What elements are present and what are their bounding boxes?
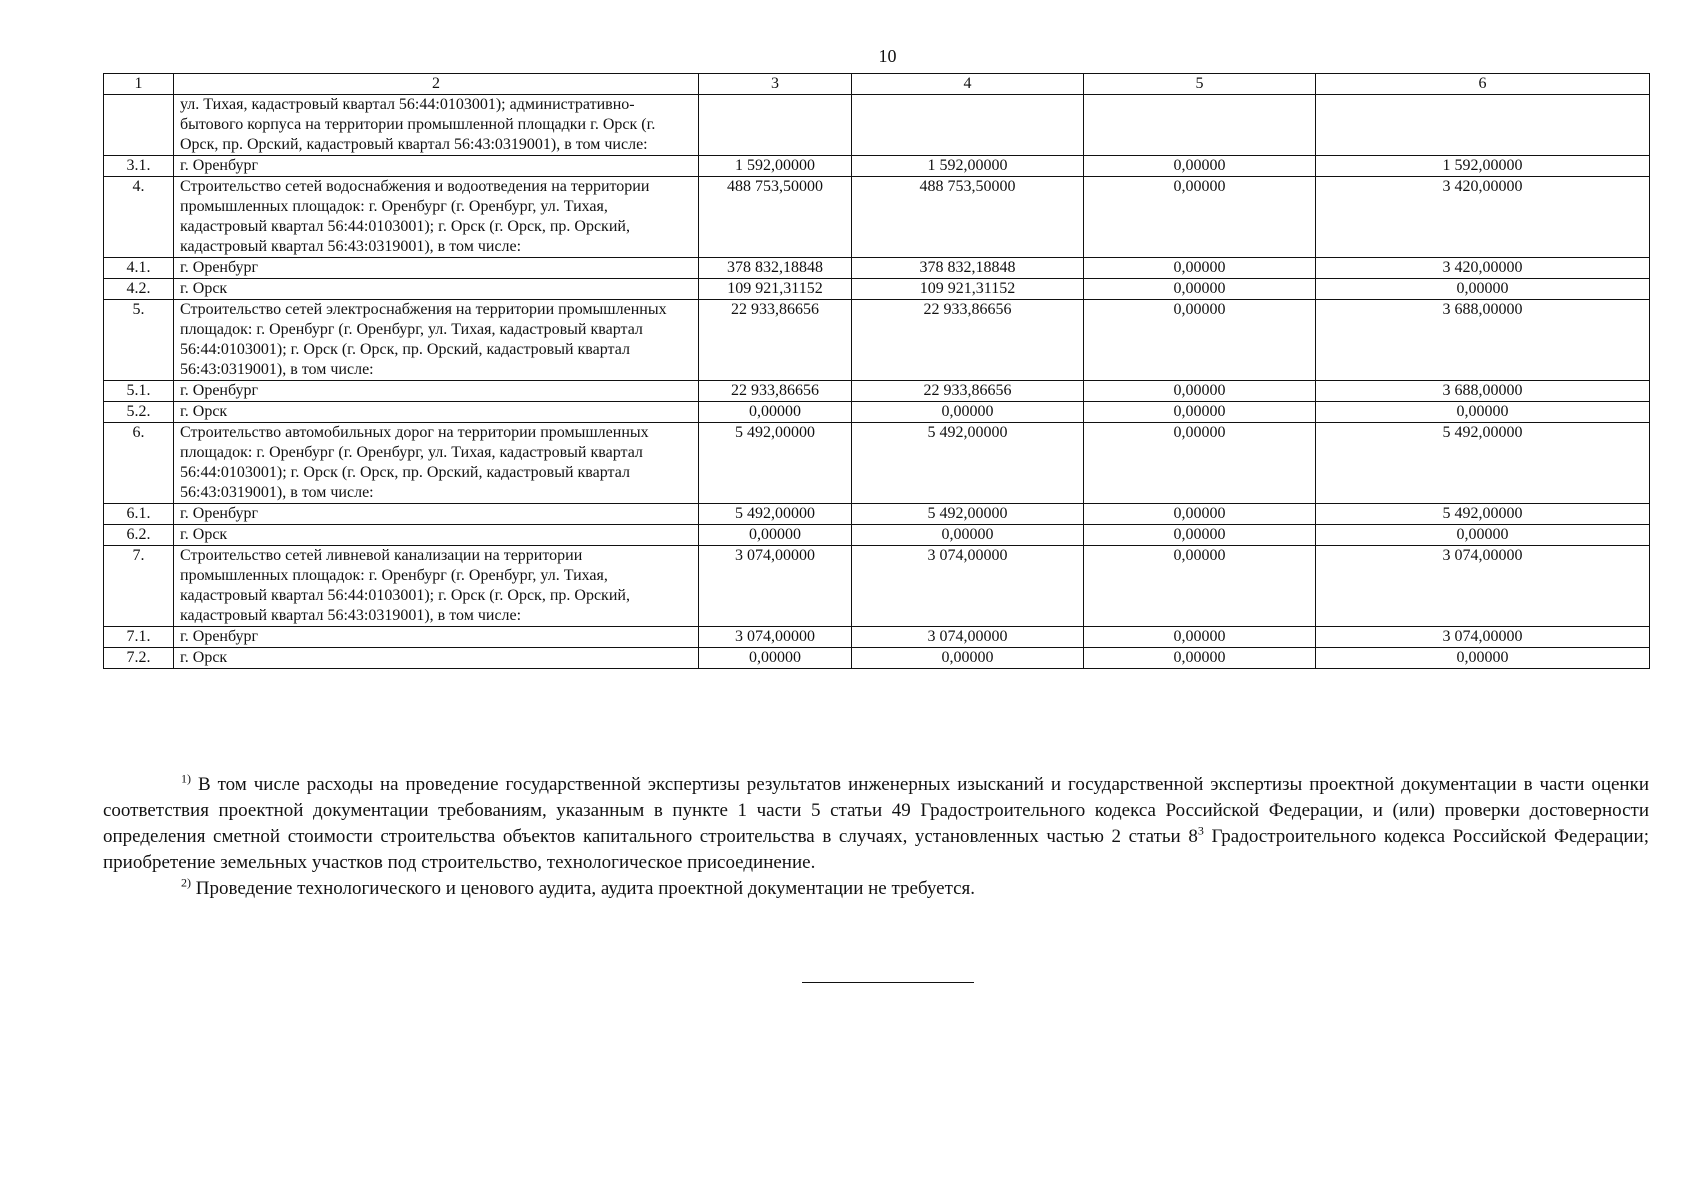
table-row (104, 156, 1650, 177)
end-divider (802, 982, 974, 983)
row-value-col6-cell: 3 688,00000 (1316, 381, 1650, 402)
table-row (104, 177, 1650, 258)
investment-table (103, 73, 1650, 669)
row-value-col4-cell (852, 95, 1084, 156)
row-value-col5-cell: 0,00000 (1084, 258, 1316, 279)
row-value-col4-cell: 3 074,00000 (852, 627, 1084, 648)
column-header-6: 6 (1316, 74, 1650, 95)
row-value-col5-cell: 0,00000 (1084, 156, 1316, 177)
row-value-col5-cell: 0,00000 (1084, 279, 1316, 300)
row-description-cell: Строительство сетей водоснабжения и водоотведения на территории промышленных площадок: г. Оренбург (г. Оренбург, ул. Тихая, кадастровый квартал 56:44:0103001); г. Орск (г. Орск, пр. Орский, кадастровый квартал 56:43:0319001), в том числе: (174, 177, 699, 258)
column-header-2: 2 (174, 74, 699, 95)
column-header-3: 3 (699, 74, 852, 95)
row-number-cell: 4.2. (104, 279, 174, 300)
row-description-cell: г. Орск (174, 279, 699, 300)
table-row (104, 627, 1650, 648)
row-value-col4-cell: 0,00000 (852, 402, 1084, 423)
row-value-col4-cell: 378 832,18848 (852, 258, 1084, 279)
row-value-col5-cell: 0,00000 (1084, 177, 1316, 258)
row-value-col6-cell: 3 688,00000 (1316, 300, 1650, 381)
row-number-cell: 4. (104, 177, 174, 258)
table-header-row (104, 74, 1650, 95)
row-value-col3-cell: 1 592,00000 (699, 156, 852, 177)
footnote-1-superscript: 3 (1197, 823, 1204, 838)
column-header-1: 1 (104, 74, 174, 95)
row-number-cell (104, 95, 174, 156)
row-value-col5-cell: 0,00000 (1084, 546, 1316, 627)
row-number-cell: 7.1. (104, 627, 174, 648)
row-value-col5-cell: 0,00000 (1084, 504, 1316, 525)
footnote-2-mark: 2) (181, 875, 191, 890)
footnote-2-text: Проведение технологического и ценового аудита, аудита проектной документации не требуется. (191, 878, 976, 899)
row-value-col4-cell: 1 592,00000 (852, 156, 1084, 177)
row-value-col6-cell: 3 074,00000 (1316, 546, 1650, 627)
row-value-col4-cell: 0,00000 (852, 648, 1084, 669)
row-number-cell: 5.2. (104, 402, 174, 423)
table-row (104, 279, 1650, 300)
table-row (104, 300, 1650, 381)
row-value-col4-cell: 22 933,86656 (852, 300, 1084, 381)
row-value-col3-cell: 0,00000 (699, 648, 852, 669)
row-value-col4-cell: 22 933,86656 (852, 381, 1084, 402)
row-value-col5-cell (1084, 95, 1316, 156)
row-value-col3-cell: 3 074,00000 (699, 546, 852, 627)
row-description-cell: ул. Тихая, кадастровый квартал 56:44:0103001); административно-бытового корпуса на территории промышленной площадки г. Орск (г. Орск, пр. Орский, кадастровый квартал 56:43:0319001), в том числе: (174, 95, 699, 156)
table-row (104, 402, 1650, 423)
row-value-col4-cell: 5 492,00000 (852, 423, 1084, 504)
row-number-cell: 7.2. (104, 648, 174, 669)
table-row (104, 95, 1650, 156)
table-row (104, 648, 1650, 669)
row-value-col3-cell: 378 832,18848 (699, 258, 852, 279)
row-number-cell: 5. (104, 300, 174, 381)
table-row (104, 525, 1650, 546)
row-value-col5-cell: 0,00000 (1084, 381, 1316, 402)
row-value-col5-cell: 0,00000 (1084, 525, 1316, 546)
footnotes (103, 772, 1649, 902)
row-value-col3-cell (699, 95, 852, 156)
footnote-2 (103, 876, 1649, 902)
row-value-col6-cell: 3 420,00000 (1316, 258, 1650, 279)
footnote-1-text-b: Градостроительного кодекса Российской Федерации; приобретение земельных участков под строительство, технологическое присоединение. (103, 826, 1649, 873)
row-value-col6-cell (1316, 95, 1650, 156)
row-value-col5-cell: 0,00000 (1084, 627, 1316, 648)
row-value-col3-cell: 3 074,00000 (699, 627, 852, 648)
column-header-5: 5 (1084, 74, 1316, 95)
row-value-col4-cell: 3 074,00000 (852, 546, 1084, 627)
row-value-col4-cell: 488 753,50000 (852, 177, 1084, 258)
row-number-cell: 3.1. (104, 156, 174, 177)
row-value-col6-cell: 5 492,00000 (1316, 504, 1650, 525)
row-number-cell: 6.2. (104, 525, 174, 546)
row-description-cell: г. Оренбург (174, 627, 699, 648)
row-description-cell: г. Орск (174, 525, 699, 546)
row-value-col5-cell: 0,00000 (1084, 402, 1316, 423)
row-description-cell: Строительство сетей ливневой канализации на территории промышленных площадок: г. Оренбург (г. Оренбург, ул. Тихая, кадастровый квартал 56:44:0103001); г. Орск (г. Орск, пр. Орский, кадастровый квартал 56:43:0319001), в том числе: (174, 546, 699, 627)
row-value-col6-cell: 0,00000 (1316, 279, 1650, 300)
row-value-col3-cell: 22 933,86656 (699, 381, 852, 402)
row-number-cell: 6.1. (104, 504, 174, 525)
row-value-col5-cell: 0,00000 (1084, 648, 1316, 669)
row-number-cell: 7. (104, 546, 174, 627)
column-header-4: 4 (852, 74, 1084, 95)
row-value-col3-cell: 0,00000 (699, 402, 852, 423)
row-description-cell: г. Орск (174, 648, 699, 669)
row-value-col3-cell: 5 492,00000 (699, 504, 852, 525)
page-number: 10 (878, 46, 897, 66)
row-value-col3-cell: 22 933,86656 (699, 300, 852, 381)
table-row (104, 423, 1650, 504)
row-description-cell: г. Оренбург (174, 156, 699, 177)
footnote-1-text-a: В том числе расходы на проведение государственной экспертизы результатов инженерных изысканий и государственной экспертизы проектной документации в части оценки соответствия проектной документации требованиям, указанным в пункте 1 части 5 статьи 49 Градостроительного кодекса Российской Федерации, и (или) проверки достоверности определения сметной стоимости строительства объектов капитального строительства в случаях, установленных частью 2 статьи 8 (103, 774, 1649, 847)
table-body (104, 95, 1650, 669)
row-value-col4-cell: 109 921,31152 (852, 279, 1084, 300)
row-description-cell: г. Оренбург (174, 258, 699, 279)
row-number-cell: 4.1. (104, 258, 174, 279)
row-number-cell: 6. (104, 423, 174, 504)
row-value-col3-cell: 0,00000 (699, 525, 852, 546)
row-description-cell: г. Оренбург (174, 381, 699, 402)
row-value-col3-cell: 109 921,31152 (699, 279, 852, 300)
row-description-cell: г. Орск (174, 402, 699, 423)
row-value-col6-cell: 0,00000 (1316, 525, 1650, 546)
row-value-col3-cell: 5 492,00000 (699, 423, 852, 504)
row-value-col5-cell: 0,00000 (1084, 423, 1316, 504)
table-row (104, 504, 1650, 525)
row-number-cell: 5.1. (104, 381, 174, 402)
footnote-1-mark: 1) (181, 771, 191, 786)
row-value-col4-cell: 0,00000 (852, 525, 1084, 546)
row-value-col4-cell: 5 492,00000 (852, 504, 1084, 525)
row-description-cell: г. Оренбург (174, 504, 699, 525)
row-value-col6-cell: 1 592,00000 (1316, 156, 1650, 177)
row-value-col6-cell: 0,00000 (1316, 402, 1650, 423)
row-value-col3-cell: 488 753,50000 (699, 177, 852, 258)
row-value-col6-cell: 0,00000 (1316, 648, 1650, 669)
row-value-col6-cell: 3 074,00000 (1316, 627, 1650, 648)
row-description-cell: Строительство автомобильных дорог на территории промышленных площадок: г. Оренбург (г. Оренбург, ул. Тихая, кадастровый квартал 56:44:0103001); г. Орск (г. Орск, пр. Орский, кадастровый квартал 56:43:0319001), в том числе: (174, 423, 699, 504)
table-row (104, 381, 1650, 402)
table-row (104, 546, 1650, 627)
row-value-col6-cell: 5 492,00000 (1316, 423, 1650, 504)
table-row (104, 258, 1650, 279)
row-value-col5-cell: 0,00000 (1084, 300, 1316, 381)
row-description-cell: Строительство сетей электроснабжения на территории промышленных площадок: г. Оренбург (г. Оренбург, ул. Тихая, кадастровый квартал 56:44:0103001); г. Орск (г. Орск, пр. Орский, кадастровый квартал 56:43:0319001), в том числе: (174, 300, 699, 381)
footnote-1 (103, 772, 1649, 876)
row-value-col6-cell: 3 420,00000 (1316, 177, 1650, 258)
